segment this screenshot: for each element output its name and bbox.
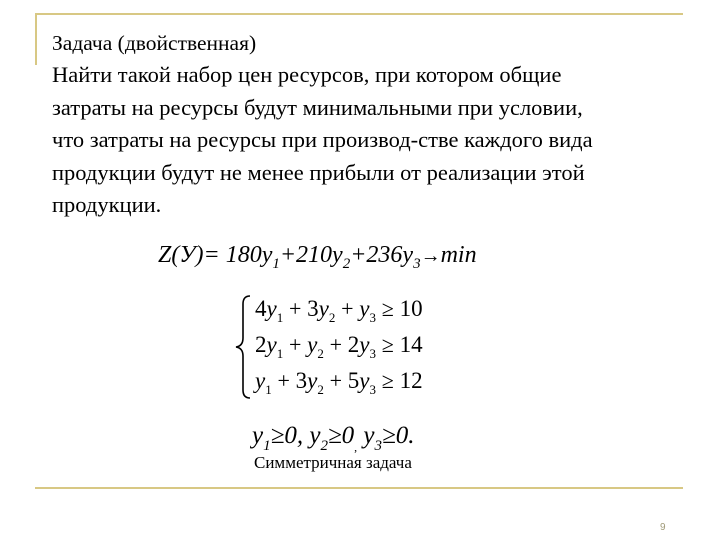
plus-sign: +: [277, 368, 290, 393]
var: y: [359, 332, 370, 357]
statement-line: затраты на ресурсы будут минимальными при условии,: [52, 94, 583, 120]
nonnegativity-conditions: [252, 422, 415, 455]
coef: +210: [279, 242, 333, 268]
coef: 5: [347, 368, 360, 393]
var: y: [255, 368, 266, 393]
nonneg-text: y: [252, 422, 264, 449]
var: y: [359, 368, 370, 393]
index: 2: [328, 310, 336, 325]
plus-sign: +: [329, 368, 343, 393]
index: 3: [413, 256, 421, 272]
constraint-row: [255, 368, 423, 402]
plus-sign: +: [288, 332, 302, 357]
objective-lhs: Z(У)=: [158, 242, 226, 268]
constraint-system: [233, 292, 473, 402]
statement-line: продукции будут не менее прибыли от реализации этой: [52, 159, 585, 185]
relation: ≥: [381, 332, 394, 357]
rhs: 10: [399, 296, 423, 321]
problem-statement: [52, 59, 692, 222]
objective-goal: min: [440, 242, 477, 268]
plus-sign: +: [288, 296, 302, 321]
var: y: [261, 242, 273, 268]
caption-symmetric-problem: Симметричная задача: [254, 453, 412, 472]
nonneg-text: ≥0, y: [270, 422, 321, 449]
relation: ≥: [381, 296, 394, 321]
coef: +236: [350, 242, 403, 268]
index: 3: [369, 346, 376, 361]
comma: ,: [354, 440, 358, 454]
index: 1: [272, 256, 280, 272]
var: y: [332, 242, 343, 268]
statement-line: Найти такой набор цен ресурсов, при котором общие: [52, 62, 562, 87]
index: 2: [317, 346, 324, 361]
slide-heading: Задача (двойственная): [52, 31, 257, 55]
rhs: 12: [399, 368, 423, 393]
index: 3: [369, 310, 376, 325]
top-rule: [35, 13, 683, 15]
plus-sign: +: [341, 296, 354, 321]
var: y: [402, 242, 414, 268]
nonneg-text: ≥0: [327, 422, 355, 449]
var: y: [307, 332, 318, 357]
bottom-rule: [35, 487, 683, 489]
statement-line: что затраты на ресурсы при производ-стве каждого вида: [52, 127, 593, 152]
var: y: [266, 332, 277, 357]
var: y: [307, 368, 318, 393]
statement-line: продукции.: [52, 192, 162, 217]
coef: 3: [295, 368, 308, 393]
nonneg-text: ≥0.: [382, 422, 415, 449]
var: y: [266, 296, 277, 321]
index: 2: [342, 256, 351, 272]
var: y: [359, 296, 370, 321]
index: 2: [320, 438, 328, 454]
nonneg-text: y: [357, 422, 375, 449]
index: 1: [263, 438, 271, 454]
index: 2: [317, 382, 324, 397]
coef: 2: [255, 332, 267, 357]
left-rule: [35, 13, 37, 65]
coef: 3: [307, 296, 319, 321]
constraint-row: [255, 296, 423, 330]
arrow-icon: →: [420, 245, 441, 267]
rhs: 14: [399, 332, 423, 357]
coef: 2: [347, 332, 360, 357]
var: y: [318, 296, 329, 321]
constraint-row: [255, 332, 423, 366]
plus-sign: +: [329, 332, 343, 357]
index: 1: [276, 310, 284, 325]
coef: 4: [255, 296, 267, 321]
coef: 180: [225, 242, 262, 268]
objective-function: [158, 242, 477, 273]
page-number: 9: [660, 522, 666, 533]
index: 1: [276, 346, 284, 361]
index: 1: [265, 382, 272, 397]
index: 3: [369, 382, 376, 397]
relation: ≥: [381, 368, 394, 393]
index: 3: [374, 438, 383, 454]
brace-icon: [233, 292, 255, 402]
